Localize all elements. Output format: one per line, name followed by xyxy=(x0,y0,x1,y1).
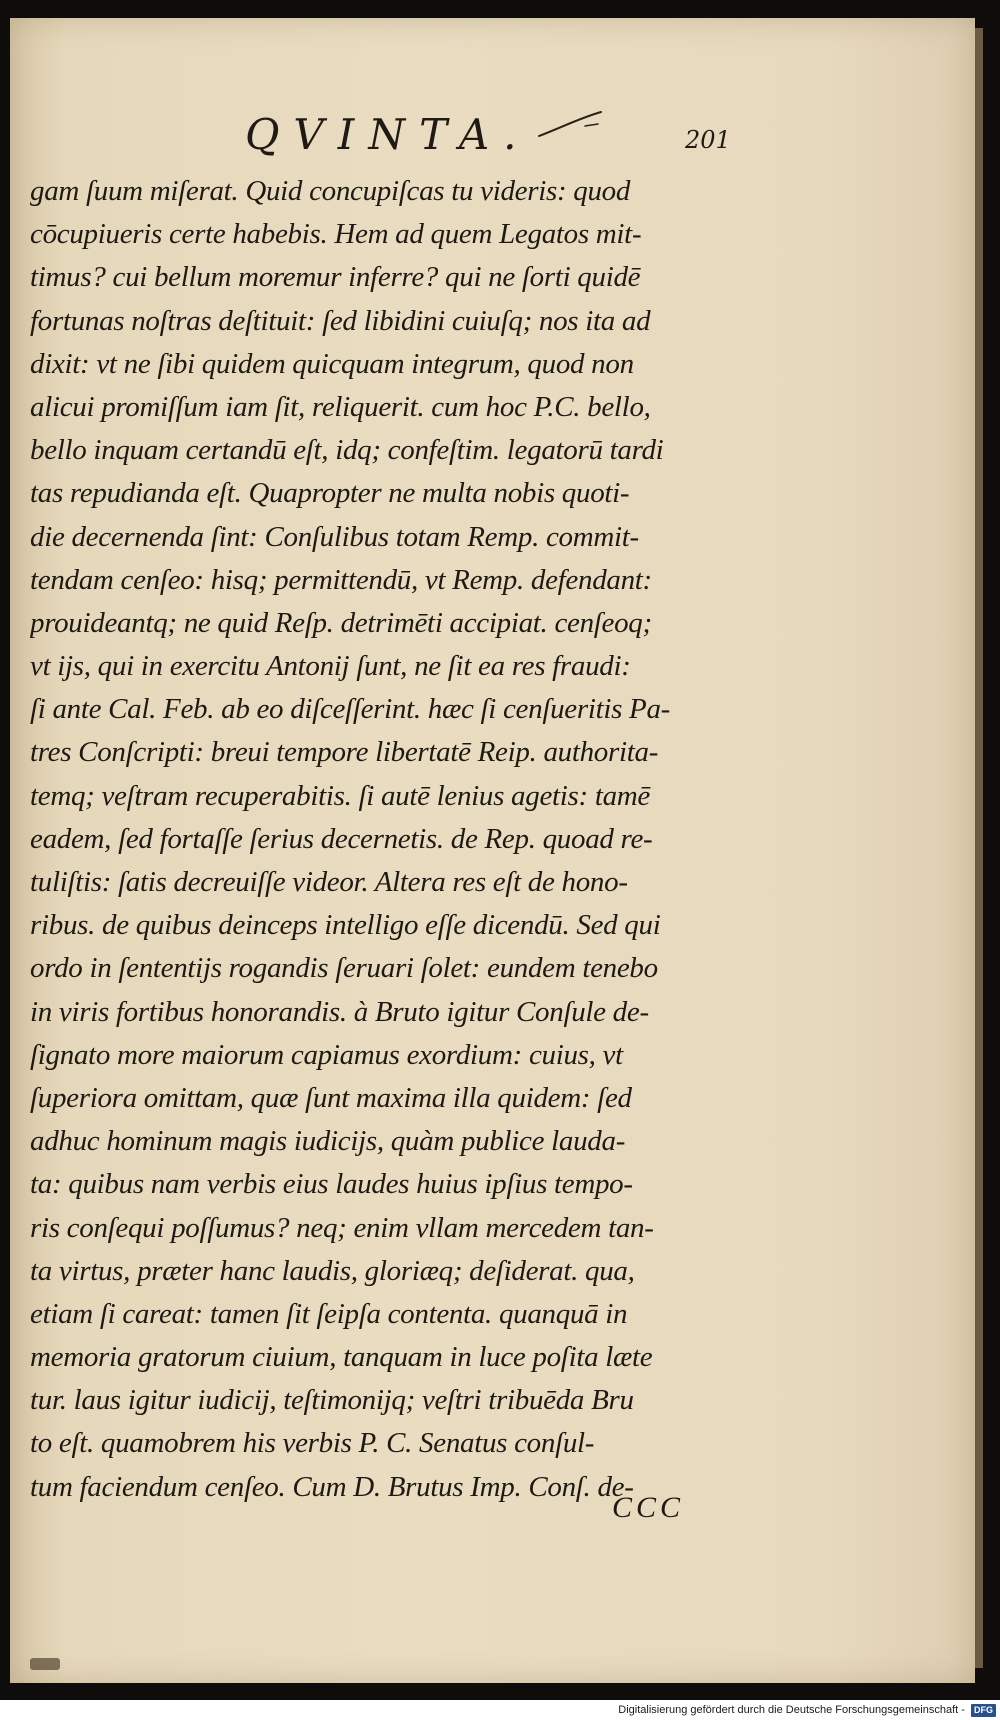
latin-text-block xyxy=(30,170,780,1509)
text-line: vt ijs, qui in exercitu Antonij ſunt, ne ſit ea res fraudi: xyxy=(30,650,631,683)
text-line: ſuperiora omittam, quæ ſunt maxima illa quidem: ſed xyxy=(30,1081,632,1114)
text-line: prouideantq; ne quid Reſp. detrimēti accipiat. cenſeoq; xyxy=(30,606,652,639)
running-title: QVINTA. xyxy=(245,110,531,159)
text-line: tendam cenſeo: hisq; permittendū, vt Remp. defendant: xyxy=(30,563,652,596)
text-line: timus? cui bellum moremur inferre? qui ne ſorti quidē xyxy=(30,261,641,294)
text-line: ribus. de quibus deinceps intelligo eſſe dicendū. Sed qui xyxy=(30,909,661,942)
credit-text: Digitalisierung gefördert durch die Deutsche Forschungsgemeinschaft - xyxy=(618,1704,965,1716)
dfg-logo-icon: DFG xyxy=(971,1704,996,1717)
digitization-credit xyxy=(0,1701,998,1720)
pen-mark-icon xyxy=(535,110,605,140)
text-line: tur. laus igitur iudicij, teſtimonijq; veſtri tribuēda Bru xyxy=(30,1384,634,1417)
text-line: tas repudianda eſt. Quapropter ne multa nobis quoti- xyxy=(30,477,630,510)
text-line: tum faciendum cenſeo. Cum D. Brutus Imp. Conſ. de- xyxy=(30,1470,634,1503)
text-line: ris conſequi poſſumus? neq; enim vllam mercedem tan- xyxy=(30,1211,654,1244)
text-line: die decernenda ſint: Conſulibus totam Remp. commit- xyxy=(30,520,639,553)
text-line: dixit: vt ne ſibi quidem quicquam integrum, quod non xyxy=(30,347,634,380)
text-line: tuliſtis: ſatis decreuiſſe videor. Altera res eſt de hono- xyxy=(30,866,628,898)
text-line: adhuc hominum magis iudicijs, quàm publice lauda- xyxy=(30,1125,626,1158)
text-line: cōcupiueris certe habebis. Hem ad quem Legatos mit- xyxy=(30,218,642,251)
text-line: ordo in ſententijs rogandis ſeruari ſolet: eundem tenebo xyxy=(30,952,658,985)
text-line: alicui promiſſum iam ſit, reliquerit. cum hoc P.C. bello, xyxy=(30,390,651,423)
text-line: in viris fortibus honorandis. à Bruto igitur Conſule de- xyxy=(30,995,649,1028)
text-line: fortunas noſtras deſtituit: ſed libidini cuiuſq; nos ita ad xyxy=(30,304,651,337)
text-line: eadem, ſed fortaſſe ſerius decernetis. de Rep. quoad re- xyxy=(30,822,653,855)
page-edge-shadow xyxy=(975,28,983,1668)
text-line: ſignato more maiorum capiamus exordium: cuius, vt xyxy=(30,1038,623,1071)
text-line: ta virtus, præter hanc laudis, gloriæq; deſiderat. qua, xyxy=(30,1254,635,1287)
text-line: ſi ante Cal. Feb. ab eo diſceſſerint. hæc ſi cenſueritis Pa- xyxy=(30,693,671,726)
text-line: tres Conſcripti: breui tempore libertatē Reip. authorita- xyxy=(30,736,659,769)
running-head xyxy=(230,106,750,166)
text-line: ta: quibus nam verbis eius laudes huius ipſius tempo- xyxy=(30,1168,633,1201)
text-line: temq; veſtram recuperabitis. ſi autē lenius agetis: tamē xyxy=(30,779,650,812)
text-line: gam ſuum miſerat. Quid concupiſcas tu videris: quod xyxy=(30,175,631,207)
text-line: bello inquam certandū eſt, idq; confeſtim. legatorū tardi xyxy=(30,434,664,467)
text-line: memoria gratorum ciuium, tanquam in luce poſita læte xyxy=(30,1341,653,1374)
text-line: etiam ſi careat: tamen ſit ſeipſa contenta. quanquā in xyxy=(30,1297,628,1330)
catchword-signature: CCC xyxy=(612,1491,685,1524)
page-stain xyxy=(30,1658,60,1670)
text-line: to eſt. quamobrem his verbis P. C. Senatus conſul- xyxy=(30,1427,595,1460)
page-number: 201 xyxy=(685,126,731,154)
book-page xyxy=(10,18,975,1683)
